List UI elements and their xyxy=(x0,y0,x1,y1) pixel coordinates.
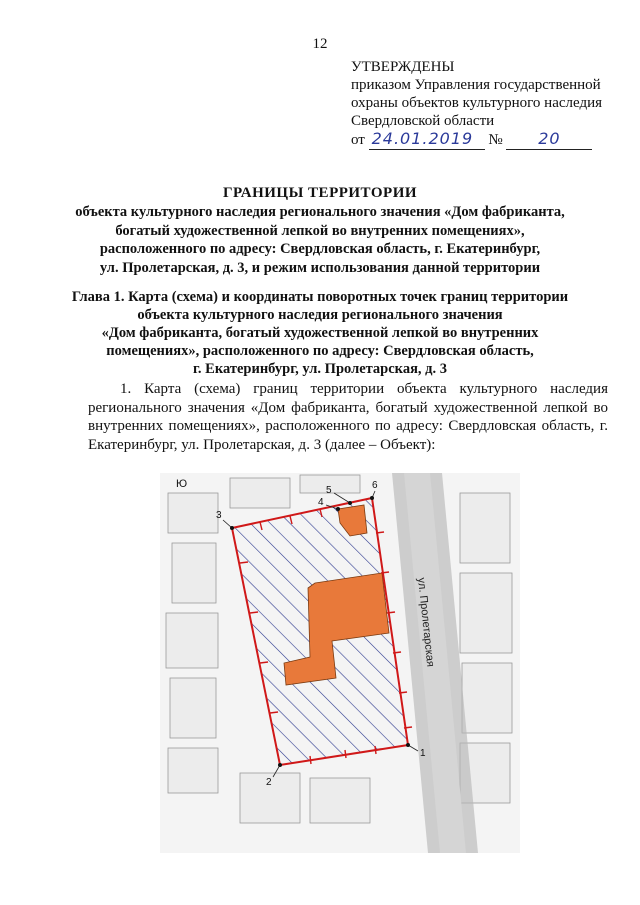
point-label-1: 1 xyxy=(420,748,426,759)
boundary-tick xyxy=(404,727,412,728)
handwritten-number: 20 xyxy=(538,129,561,148)
point-marker xyxy=(336,507,340,511)
number-prefix: № xyxy=(488,132,503,148)
title-heading: ГРАНИЦЫ ТЕРРИТОРИИ xyxy=(222,185,418,201)
boundary-tick xyxy=(381,572,389,573)
chapter-line: г. Екатеринбург, ул. Пролетарская, д. 3 xyxy=(192,361,448,377)
number-field xyxy=(506,130,592,150)
bg-building xyxy=(460,493,510,563)
boundary-tick xyxy=(260,662,268,663)
approval-date-row xyxy=(351,130,602,150)
boundary-tick xyxy=(376,532,384,533)
boundary-tick xyxy=(393,652,401,653)
point-marker xyxy=(370,496,374,500)
bg-building xyxy=(170,678,216,738)
point-marker xyxy=(230,526,234,530)
orientation-label: Ю xyxy=(176,478,188,490)
paragraph-text: 1. Карта (схема) границ территории объекта культурного наследия регионального значения «Дом фабриканта, богатый художественной лепкой во внутренних помещениях», расположенного по адресу: Свердловская область, г. Екатеринбург, ул. Пролетарская, д. 3 (далее – Объект): xyxy=(88,381,608,453)
approval-order: приказом Управления государственной xyxy=(351,77,601,93)
handwritten-date: 24.01.2019 xyxy=(371,129,474,148)
point-label-3: 3 xyxy=(216,510,222,521)
approval-block xyxy=(351,58,602,150)
title-line: богатый художественной лепкой во внутренних помещениях», xyxy=(115,222,525,239)
chapter-line: помещениях», расположенного по адресу: Свердловская область, xyxy=(106,343,534,359)
bg-building xyxy=(172,543,216,603)
approval-authority: охраны объектов культурного наследия xyxy=(351,95,603,111)
bg-building xyxy=(166,613,218,668)
bg-building xyxy=(168,748,218,793)
bg-building xyxy=(462,663,512,733)
date-prefix: от xyxy=(351,132,365,148)
boundary-tick xyxy=(250,612,258,613)
chapter-line: Глава 1. Карта (схема) и координаты поворотных точек границ территории xyxy=(71,289,569,305)
boundary-tick xyxy=(399,692,407,693)
body-paragraph xyxy=(88,380,608,454)
boundary-map xyxy=(160,473,520,853)
approval-heading: УТВЕРЖДЕНЫ xyxy=(351,59,455,75)
approval-region: Свердловской области xyxy=(351,113,495,129)
boundary-tick xyxy=(345,750,346,758)
bg-building xyxy=(230,478,290,508)
title-line: расположенного по адресу: Свердловская область, г. Екатеринбург, xyxy=(99,241,541,257)
boundary-tick xyxy=(270,712,278,713)
boundary-tick xyxy=(387,612,395,613)
boundary-tick xyxy=(310,756,311,764)
document-title xyxy=(40,184,600,277)
chapter-line: «Дом фабриканта, богатый художественной лепкой во внутренних xyxy=(101,325,539,341)
bg-building xyxy=(310,778,370,823)
street-name-label: ул. Пролетарская xyxy=(415,577,437,668)
date-field xyxy=(369,130,485,150)
point-marker xyxy=(348,501,352,505)
title-line: объекта культурного наследия регионального значения «Дом фабриканта, xyxy=(75,204,565,220)
point-marker xyxy=(406,743,410,747)
bg-building xyxy=(168,493,218,533)
point-label-2: 2 xyxy=(266,777,272,788)
chapter-line: объекта культурного наследия регионального значения xyxy=(137,307,503,323)
point-label-4: 4 xyxy=(318,497,324,508)
point-marker xyxy=(278,763,282,767)
map-svg xyxy=(160,473,520,853)
page-number: 12 xyxy=(312,36,328,52)
boundary-tick xyxy=(240,562,248,563)
point-label-6: 6 xyxy=(372,480,378,491)
title-line: ул. Пролетарская, д. 3, и режим использования данной территории xyxy=(99,259,541,276)
boundary-tick xyxy=(375,746,376,754)
point-label-5: 5 xyxy=(326,485,332,496)
chapter-heading xyxy=(40,288,600,378)
bg-building xyxy=(460,573,512,653)
